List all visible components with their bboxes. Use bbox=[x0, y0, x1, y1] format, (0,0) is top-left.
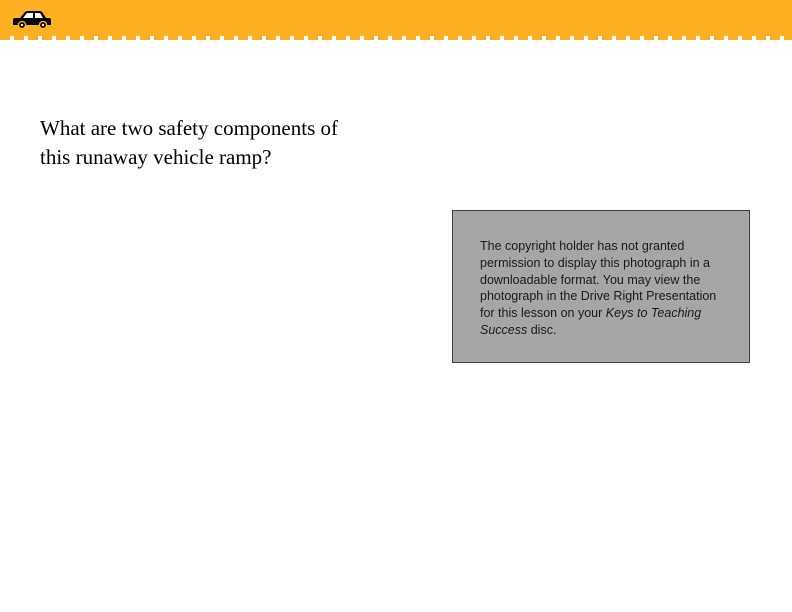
car-icon bbox=[11, 9, 53, 29]
photo-placeholder bbox=[452, 210, 750, 363]
copyright-notice bbox=[480, 238, 726, 339]
header-band bbox=[0, 0, 792, 36]
notice-text-end: disc. bbox=[527, 322, 557, 337]
notice-emphasis: Keys to Teaching Success bbox=[480, 306, 702, 337]
question-text: What are two safety components of this runaway vehicle ramp? bbox=[40, 116, 338, 169]
header-dashed-edge bbox=[0, 36, 792, 40]
notice-text-start: The copyright holder has not granted permission to display this photograph in a downloadable format. You may view the photograph in the Drive Right Presentation for this lesson on your bbox=[480, 239, 717, 321]
